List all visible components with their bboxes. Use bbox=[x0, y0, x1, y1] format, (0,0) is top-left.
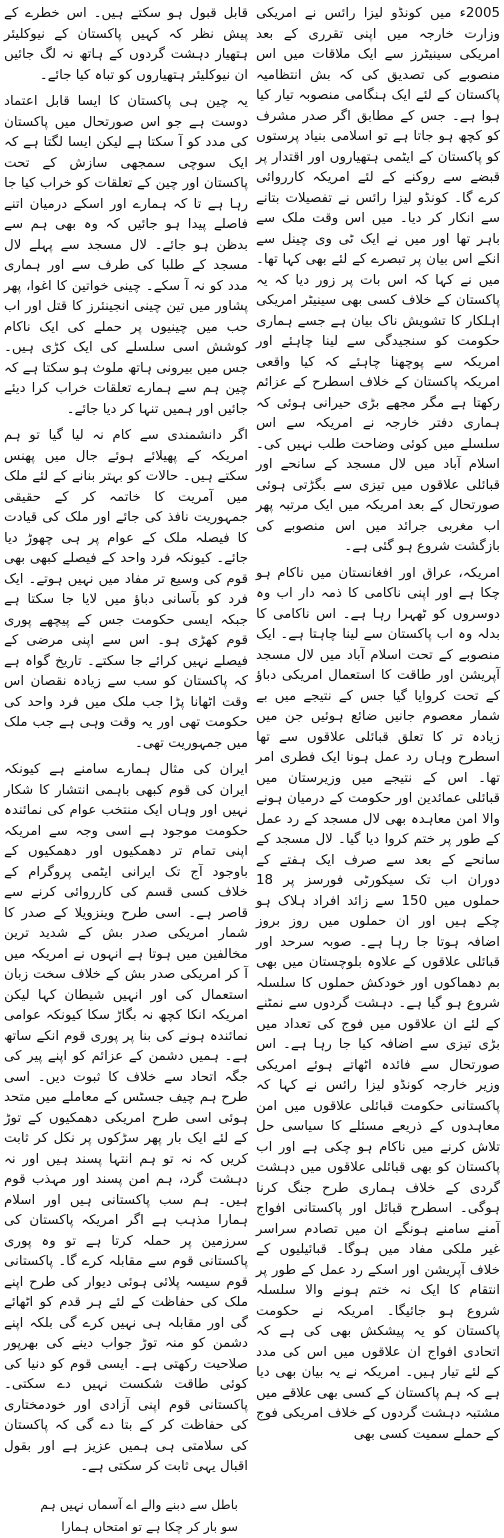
poem-verse: باطل سے دبنے والے اے آسماں نہیں ہم bbox=[40, 1496, 238, 1512]
right-column bbox=[256, 4, 500, 1442]
poem-couplet bbox=[4, 1494, 248, 1538]
paragraph: قابل قبول ہو سکتے ہیں۔ اس خطرے کے پیش نظر کہ کہیں پاکستان کے نیوکلیئر ہتھیار دہشت گردوں کے ہاتھ نہ لگ جائیں ان نیوکلیئر ہتھیاروں کو تباہ کیا جائے۔ bbox=[4, 6, 248, 83]
paragraph: یہ چین ہی پاکستان کا ایسا قابل اعتماد دوست ہے جو اس صورتحال میں پاکستان کی مدد کو آ سکتا ہے لیکن ایسا لگتا ہے کہ ایک سوچی سمجھی سازش کے تحت پاکستان اور چین کے تعلقات کو خراب کیا جا رہا ہے تا کہ ہمارے اور اسکے درمیان اتنے فاصلے پیدا ہو جائیں کہ وہ بھی ہم سے بدظن ہو جائے۔ لال مسجد سے پہلے لال مسجد کے طلبا کی طرف سے اور ہماری مدد کو نہ آ سکے۔ چینی خواتین کا اغوا، پھر پشاور میں تین چینی انجینئرز کا قتل اور اب حب میں چینیوں پر حملے کی ایک ناکام کوشش اسی سلسلے کی ایک کڑی ہیں۔ جس میں بیرونی ہاتھ ملوث ہو سکتا ہے کہ چین ہم سے ہمارے تعلقات خراب کرا دیئے جائیں اور ہمیں تنہا کر دیا جائے۔ bbox=[4, 94, 248, 417]
paragraph: امریکہ، عراق اور افغانستان میں ناکام ہو چکا ہے اور اپنی ناکامی کا ذمہ دار اب وہ دوسروں کو ٹھہرا رہا ہے۔ اس ناکامی کا بدلہ وہ اب پاکستان سے لینا چاہتا ہے۔ ایک منصوبے کے تحت اسلام آباد میں لال مسجد آپریشن اور طاقت کا استعمال امریکی دباؤ کے تحت کروایا گیا جس کے نتیجے میں بے شمار معصوم جانیں ضائع ہوئیں جن میں زیادہ تر کا تعلق قبائلی علاقوں سے تھا اسطرح وہاں رد عمل ہونا ایک فطری امر تھا۔ اس کے نتیجے میں وزیرستان میں قبائلی عمائدین اور حکومت کے درمیان ہونے والا امن معاہدہ بھی لال مسجد کے رد عمل کے طور پر ختم کروا دیا گیا۔ لال مسجد کے سانحے کے بعد سے صرف ایک ہفتے کے دوران اب تک سیکورٹی فورسز پر 18 حملوں میں 150 سے زائد افراد ہلاک ہو چکے ہیں اور ان حملوں میں روز بروز اضافہ ہوتا جا رہا ہے۔ صوبہ سرحد اور قبائلی علاقوں کے علاوہ بلوچستان میں بھی بم دھماکوں اور خودکش حملوں کا سلسلہ شروع ہو گیا ہے۔ دہشت گردوں سے نمٹنے کے لئے ان علاقوں میں فوج کی تعداد میں بڑی تیزی سے اضافہ کیا جا رہا ہے۔ اس صورتحال سے فائدہ اٹھاتے ہوئے امریکی وزیر خارجہ کونڈو لیزا رائس نے کہا کہ پاکستانی حکومت قبائلی علاقوں میں امن معاہدوں کے ذریعے مسئلے کا سیاسی حل تلاش کرنے میں ناکام ہو چکی ہے اور اب پاکستان کو بھی قبائلی علاقوں میں دہشت گردی کے خلاف ہماری طرح جنگ کرنا ہوگی۔ اسطرح قبائل اور پاکستانی افواج آمنے سامنے ہونگے ان میں تصادم سراسر غیر ملکی مفاد میں ہوگا۔ قبائیلیوں کے خلاف آپریشن اور اسکے رد عمل کے طور پر انتقام کا ایک نہ ختم ہونے والا سلسلہ شروع ہو جائیگا۔ امریکہ نے حکومت پاکستان کو یہ پیشکش بھی کی ہے کہ اتحادی افواج ان علاقوں میں اس کی مدد کے لئے تیار ہیں۔ امریکہ نے یہ بیان بھی دیا ہے کہ ہم پاکستان کے کسی بھی علاقے میں مشتبہ دہشت گردوں کے خلاف امریکی فوج کے حملے سمیت کسی بھی bbox=[256, 565, 500, 1442]
article-columns bbox=[4, 4, 500, 1534]
paragraph: ایران کی مثال ہمارے سامنے ہے کیونکہ ایران کی قوم کبھی باہمی انتشار کا شکار نہیں اور وہاں ایک منتخب عوام کی نمائندہ حکومت موجود ہے اسی وجہ سے امریکہ اپنی تمام تر دھمکیوں اور دھمکیوں کے باوجود آج تک ایرانی ایٹمی پروگرام کے خلاف کسی قسم کی کارروائی کرنے سے قاصر ہے۔ اسی طرح وینزویلا کے صدر کا شمار امریکی صدر بش کے شدید ترین مخالفین میں ہوتا ہے انہوں نے امریکہ میں آ کر امریکی صدر بش کے خلاف سخت زبان استعمال کی اور انہیں شیطان کہا لیکن امریکہ انکا کچھ نہ بگاڑ سکا کیونکہ عوامی نمائندہ ہونے کی بنا پر پوری قوم انکے ساتھ ہے۔ ہمیں دشمن کے عزائم کو اپنے پیر کی جگہ اتحاد سے خلاف کا ثبوت دیں۔ اسی طرح ہم چیف جسٹس کے معاملے میں متحد ہوئی اسی طرح امریکی دھمکیوں کے توڑ کے لئے ایک بار پھر سڑکوں پر نکل کر ثابت کریں کہ نہ تو ہم انتہا پسند ہیں اور نہ دہشت گرد، ہم امن پسند اور مہذب قوم ہیں۔ ہم سب پاکستانی ہیں اور اسلام ہمارا مذہب ہے اگر امریکہ پاکستان کی سرزمین پر حملہ کرتا ہے تو وہ پوری پاکستانی قوم سے مقابلہ کرے گا۔ پاکستانی قوم سیسہ پلائی ہوئی دیوار کی طرح اپنے ملک کی حفاظت کے لئے ہر قدم کو اٹھائے گی اور مقابلہ ہی نہیں کرے گی بلکہ اپنے دشمن کو منہ توڑ جواب دینے کی بھرپور صلاحیت رکھتی ہے۔ ایسی قوم کو دنیا کی کوئی طاقت شکست نہیں دے سکتی۔ پاکستانی قوم اپنی آزادی اور خودمختاری کی حفاظت کر کے بتا دے گی کہ پاکستان کی سلامتی ہی ہمیں عزیز ہے اور بقول اقبال یہی ثابت کر سکتی ہے۔ bbox=[4, 762, 248, 1474]
paragraph: اگر دانشمندی سے کام نہ لیا گیا تو ہم امریکہ کے پھیلائے ہوئے جال میں پھنس سکتے ہیں۔ حالات کو بہتر بنانے کے لئے ملک میں آمریت کا خاتمہ کر کے حقیقی جمہوریت نافذ کی جائے اور ملک کی قیادت کا فیصلہ ملک کے عوام پر ہی چھوڑ دیا جائے۔ کیونکہ فرد واحد کے فیصلے کبھی بھی قوم کی وسیع تر مفاد میں نہیں ہوتے۔ ایک فرد کو بآسانی دباؤ میں لایا جا سکتا ہے جبکہ ایسی حکومت جس کے پیچھے پوری قوم کھڑی ہو۔ اس سے اپنی مرضی کے فیصلے نہیں کرائے جا سکتے۔ تاریخ گواہ ہے کہ پاکستان کو سب سے زیادہ نقصان اس وقت اٹھانا پڑا جب ملک میں فرد واحد کی حکومت تھی اور یہ وقت وہی ہے جب ملک میں جمہوریت تھی۔ bbox=[4, 428, 248, 751]
paragraph: 2005ء میں کونڈو لیزا رائس نے امریکی وزارت خارجہ میں اپنی تقرری کے بعد امریکی سینیٹرز سے ایک ملاقات میں اس منصوبے کی تصدیق کی کہ بش انتظامیہ پاکستان کے لئے ایک ہنگامی منصوبہ تیار کیا ہوا ہے۔ جس کے مطابق اگر صدر مشرف کو کچھ ہو جاتا ہے تو اسلامی بنیاد پرستوں کو پاکستان کے ایٹمی ہتھیاروں اور اقتدار پر قبضے سے روکنے کے لئے امریکہ کارروائی کرے گا۔ کونڈو لیزا رائس نے تفصیلات بتانے سے انکار کر دیا۔ میں اس وقت ملک سے باہر تھا اور میں نے ایک ٹی وی چینل سے انکے اس بیان پر تبصرے کے لئے بھی کہا تھا۔ میں نے کہا کہ اس بات پر زور دیا کہ یہ پاکستان کے خلاف کسی بھی سینیٹر امریکی اہلکار کا تشویش ناک بیان ہے جسے ہماری حکومت کو سنجیدگی سے لینا چاہئے اور امریکہ سے پوچھنا چاہئے کہ کیا واقعی امریکہ پاکستان کے خلاف اسطرح کے عزائم رکھتا ہے مگر مجھے بڑی حیرانی ہوئی کہ ہماری دفتر خارجہ نے امریکہ سے اس سلسلے میں کوئی وضاحت طلب نہیں کی۔ اسلام آباد میں لال مسجد کے سانحے اور قبائلی علاقوں میں تیزی سے بگڑتی ہوئی صورتحال کے بعد امریکہ میں ایک مرتبہ پھر اب مغربی جرائد میں اس منصوبے کی بازگشت شروع ہو گئی ہے۔ bbox=[256, 6, 500, 554]
left-column bbox=[4, 4, 248, 1534]
poem-verse: سو بار کر چکا ہے تو امتحاں ہمارا bbox=[61, 1518, 238, 1534]
